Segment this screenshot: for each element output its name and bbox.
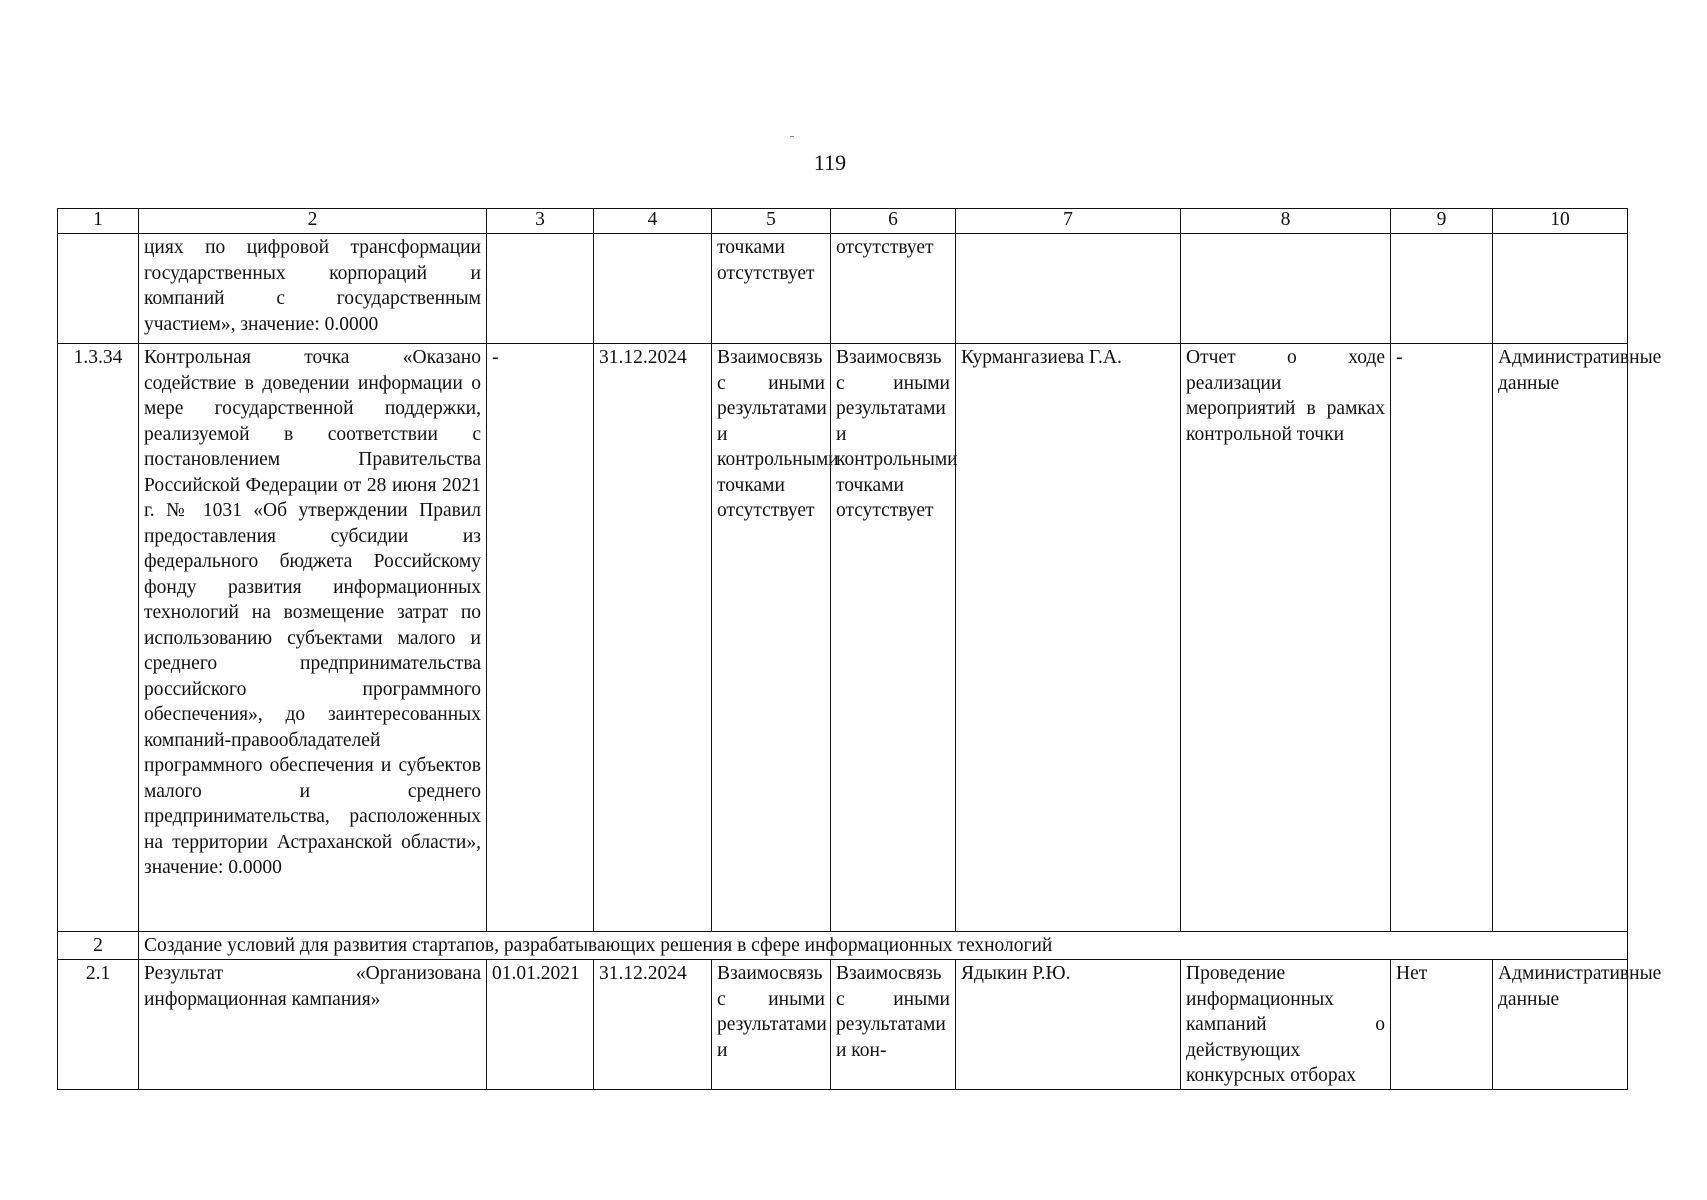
page-number: 119 <box>813 150 847 175</box>
row-number: 1.3.34 <box>58 344 139 932</box>
successor-link: Взаимосвязь с иными результатами и кон- <box>831 960 956 1090</box>
scan-mark <box>790 136 794 137</box>
column-number: 4 <box>594 209 712 234</box>
row-number <box>58 234 139 344</box>
row-number: 2.1 <box>58 960 139 1090</box>
section-number: 2 <box>58 932 139 960</box>
column-number: 10 <box>1493 209 1628 234</box>
result-description: Результат «Организована информационная кампания» <box>139 960 487 1090</box>
column-number: 2 <box>139 209 487 234</box>
column-number: 6 <box>831 209 956 234</box>
start-date: 01.01.2021 <box>487 960 594 1090</box>
table-row <box>58 234 1628 344</box>
results-table <box>57 208 1662 1090</box>
confirming-document <box>1181 234 1391 344</box>
info-system: - <box>1391 344 1493 932</box>
start-date <box>487 234 594 344</box>
successor-link: Взаимосвязь с иными результатами и контрольными точками отсутствует <box>831 344 956 932</box>
predecessor-link: Взаимосвязь с иными результатами и <box>712 960 831 1090</box>
responsible-person <box>956 234 1181 344</box>
data-source: Административные данные <box>1493 960 1628 1090</box>
start-date: - <box>487 344 594 932</box>
table-row <box>58 344 1628 932</box>
column-number: 9 <box>1391 209 1493 234</box>
responsible-person: Ядыкин Р.Ю. <box>956 960 1181 1090</box>
column-number: 3 <box>487 209 594 234</box>
column-number: 7 <box>956 209 1181 234</box>
confirming-document: Проведение информационных кампаний о действующих конкурсных отборах <box>1181 960 1391 1090</box>
result-description: циях по цифровой трансформации государственных корпораций и компаний с государственным участием», значение: 0.0000 <box>139 234 487 344</box>
successor-link: отсутствует <box>831 234 956 344</box>
result-description: Контрольная точка «Оказано содействие в доведении информации о мере государственной поддержки, реализуемой в соответствии с постановлением Правительства Российской Федерации от 28 июня 2021 г. № 1031 «Об утверждении Правил предоставления субсидии из федерального бюджета Российскому фонду развития информационных технологий на возмещение затрат по использованию субъектами малого и среднего предпринимательства российского программного обеспечения», до заинтересованных компаний-правообладателей программного обеспечения и субъектов малого и среднего предпринимательства, расположенных на территории Астраханской области», значение: 0.0000 <box>139 344 487 932</box>
responsible-person: Курмангазиева Г.А. <box>956 344 1181 932</box>
end-date: 31.12.2024 <box>594 960 712 1090</box>
column-number: 1 <box>58 209 139 234</box>
column-number: 5 <box>712 209 831 234</box>
data-source <box>1493 234 1628 344</box>
column-number-row <box>58 209 1628 234</box>
info-system: Нет <box>1391 960 1493 1090</box>
table-row <box>58 960 1628 1090</box>
end-date: 31.12.2024 <box>594 344 712 932</box>
section-row <box>58 932 1628 960</box>
data-source: Административные данные <box>1493 344 1628 932</box>
confirming-document: Отчет о ходе реализации мероприятий в рамках контрольной точки <box>1181 344 1391 932</box>
info-system <box>1391 234 1493 344</box>
predecessor-link: точками отсутствует <box>712 234 831 344</box>
section-title: Создание условий для развития стартапов, разрабатывающих решения в сфере информационных технологий <box>139 932 1628 960</box>
end-date <box>594 234 712 344</box>
column-number: 8 <box>1181 209 1391 234</box>
predecessor-link: Взаимосвязь с иными результатами и контрольными точками отсутствует <box>712 344 831 932</box>
